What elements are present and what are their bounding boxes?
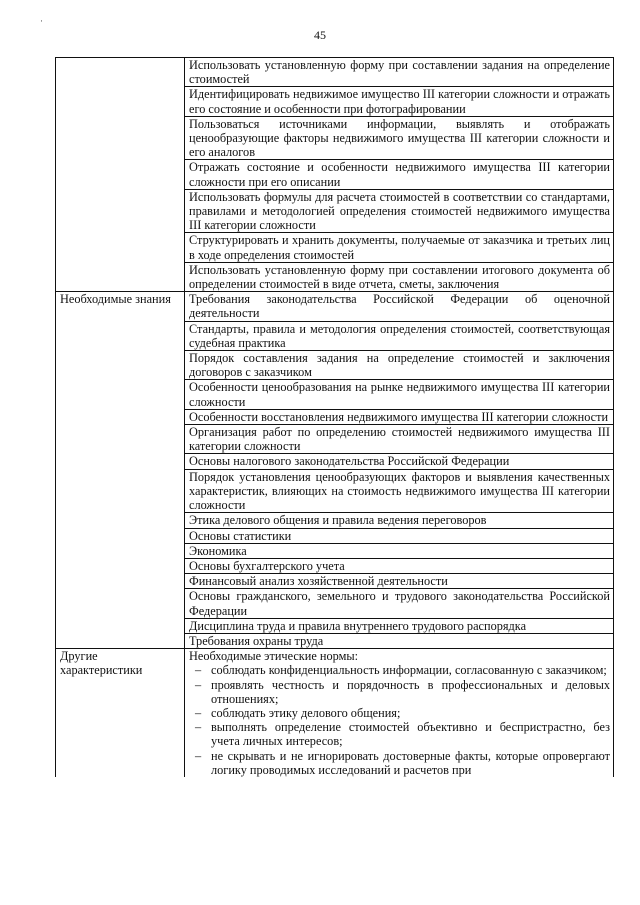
ethics-cell [185, 649, 614, 777]
table-row [56, 58, 614, 87]
knowledge-item: Основы статистики [185, 528, 614, 543]
ethics-intro: Необходимые этические нормы: [189, 649, 359, 664]
list-item: – соблюдать конфиденциальность информации, согласованную с заказчиком; [189, 663, 610, 677]
knowledge-item: Порядок установления ценообразующих факторов и выявления качественных характеристик, влияющих на стоимость недвижимого имущества III категории сложности [185, 469, 614, 513]
list-item: – не скрывать и не игнорировать достоверные факты, которые опровергают логику проводимых исследований и расчетов при [189, 749, 610, 777]
skill-item: Использовать формулы для расчета стоимостей в соответствии со стандартами, правилами и методологией определения стоимостей недвижимого имущества III категории сложности [185, 189, 614, 233]
knowledge-item: Стандарты, правила и методология определения стоимостей, соответствующая судебная практика [185, 321, 614, 350]
requirements-table [55, 57, 614, 777]
skill-item: Использовать установленную форму при составлении итогового документа об определении стоимостей в виде отчета, сметы, заключения [185, 262, 614, 291]
knowledge-item: Основы гражданского, земельного и трудового законодательства Российской Федерации [185, 589, 614, 618]
corner-mark: · [40, 16, 43, 26]
knowledge-item: Основы налогового законодательства Российской Федерации [185, 454, 614, 469]
knowledge-item: Финансовый анализ хозяйственной деятельности [185, 574, 614, 589]
skill-item: Отражать состояние и особенности недвижимого имущества III категории сложности при его описании [185, 160, 614, 189]
knowledge-item: Дисциплина труда и правила внутреннего трудового распорядка [185, 618, 614, 633]
other-label: Другие характеристики [56, 649, 185, 777]
knowledge-item: Организация работ по определению стоимостей недвижимого имущества III категории сложности [185, 425, 614, 454]
knowledge-item: Основы бухгалтерского учета [185, 558, 614, 573]
skill-item: Пользоваться источниками информации, выявлять и отображать ценообразующие факторы недвижимого имущества III категории сложности и его аналогов [185, 116, 614, 160]
knowledge-item: Особенности восстановления недвижимого имущества III категории сложности [185, 409, 614, 424]
skill-item: Идентифицировать недвижимое имущество III категории сложности и отражать его состояние и особенности при фотографировании [185, 87, 614, 116]
knowledge-item: Особенности ценообразования на рынке недвижимого имущества III категории сложности [185, 380, 614, 409]
page-number: 45 [314, 28, 326, 42]
table-row [56, 649, 614, 777]
list-item: – проявлять честность и порядочность в профессиональных и деловых отношениях; [189, 678, 610, 706]
knowledge-item: Экономика [185, 543, 614, 558]
ethics-list [189, 663, 610, 777]
skill-item: Использовать установленную форму при составлении задания на определение стоимостей [185, 58, 614, 87]
skill-item: Структурировать и хранить документы, получаемые от заказчика и третьих лиц в ходе определения стоимостей [185, 233, 614, 262]
knowledge-item: Требования охраны труда [185, 633, 614, 648]
list-item: – соблюдать этику делового общения; [189, 706, 610, 720]
knowledge-item: Порядок составления задания на определение стоимостей и заключения договоров с заказчиком [185, 351, 614, 380]
list-item: – выполнять определение стоимостей объективно и беспристрастно, без учета личных интересов; [189, 720, 610, 748]
knowledge-label: Необходимые знания [56, 292, 185, 649]
knowledge-item: Требования законодательства Российской Федерации об оценочной деятельности [185, 292, 614, 321]
knowledge-item: Этика делового общения и правила ведения переговоров [185, 513, 614, 528]
skills-head-cell [56, 58, 185, 292]
table-row [56, 292, 614, 321]
